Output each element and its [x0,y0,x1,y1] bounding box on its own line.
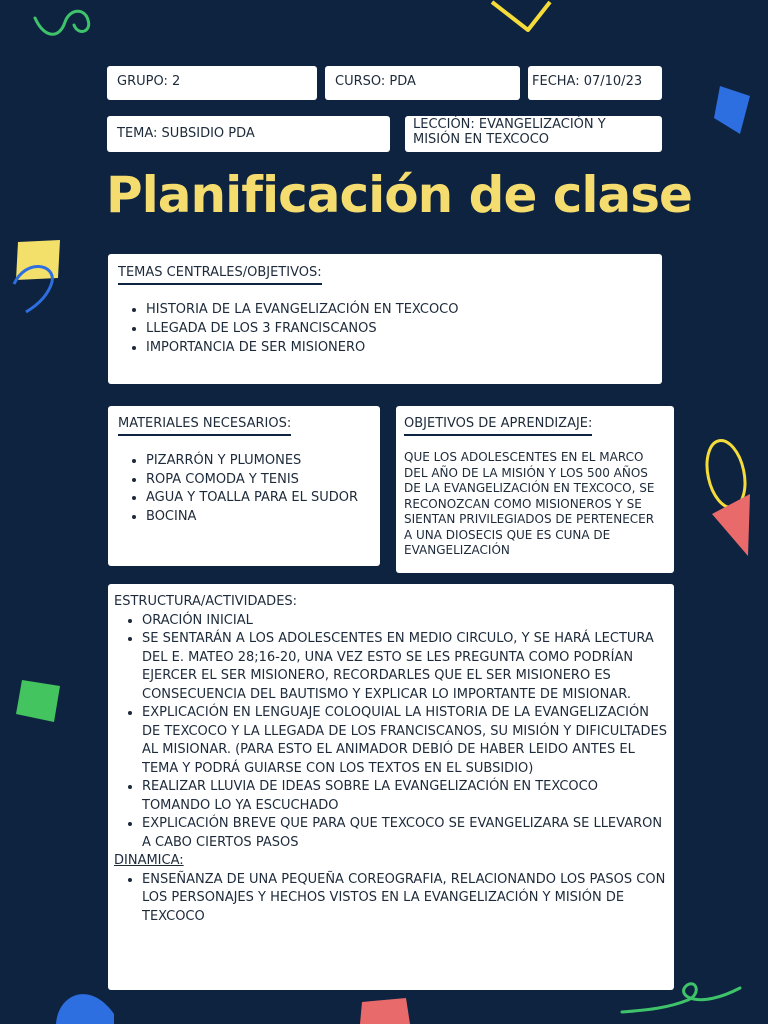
list-item: • IMPORTANCIA DE SER MISIONERO [146,338,652,357]
list-item: • AGUA Y TOALLA PARA EL SUDOR [146,489,370,508]
leccion-field [405,116,662,152]
list-item: • EXPLICACIÓN EN LENGUAJE COLOQUIAL LA HISTORIA DE LA EVANGELIZACIÓN DE TEXCOCO Y LA LLEGADA DE LOS FRANCISCANOS, SU MISIÓN Y DIFICULTADES AL MISIONAR. (PARA ESTO EL ANIMADOR DEBIÓ DE HABER LEIDO ANTES EL TEMA Y PODRÁ GUIARSE CON LOS TEXTOS EN EL SUBSIDIO) [142,704,668,778]
objetivos-heading: OBJETIVOS DE APRENDIZAJE: [404,416,592,436]
grupo-field [107,66,317,100]
tema-text: TEMA: SUBSIDIO PDA [117,126,255,141]
materiales-box [108,406,380,566]
list-item: • ENSEÑANZA DE UNA PEQUEÑA COREOGRAFIA, RELACIONANDO LOS PASOS CON LOS PERSONAJES Y HECHOS VISTOS EN LA EVANGELIZACIÓN Y MISIÓN DE TEXCOCO [142,871,668,927]
fecha-field [528,66,662,100]
yellow-ring-right-icon [700,436,760,566]
list-item: • EXPLICACIÓN BREVE QUE PARA QUE TEXCOCO SE EVANGELIZARA SE LLEVARON A CABO CIERTOS PASOS [142,815,668,852]
estructura-heading: ESTRUCTURA/ACTIVIDADES: [114,594,298,609]
estructura-box [108,584,674,990]
materiales-list [118,452,370,526]
list-item: • SE SENTARÁN A LOS ADOLESCENTES EN MEDIO CIRCULO, Y SE HARÁ LECTURA DEL E. MATEO 28;16-20, UNA VEZ ESTO SE LES PREGUNTA COMO PODRÍAN EJERCER EL SER MISIONERO, RECORDARLES QUE EL SER MISIONERO ES CONSECUENCIA DEL BAUTISMO Y EXPLICAR LO IMPORTANTE DE MISIONAR. [142,630,668,704]
tema-field [107,116,390,152]
list-item: • ROPA COMODA Y TENIS [146,471,370,490]
yellow-triangle-top-icon [488,0,558,36]
page-title: Planificación de clase [106,166,692,224]
list-item: • PIZARRÓN Y PLUMONES [146,452,370,471]
objetivos-box [396,406,674,573]
list-item: • HISTORIA DE LA EVANGELIZACIÓN EN TEXCOCO [146,300,652,319]
curso-text: CURSO: PDA [335,74,416,89]
temas-box [108,254,662,384]
dinamica-list [114,871,668,927]
list-item: • LLEGADA DE LOS 3 FRANCISCANOS [146,319,652,338]
list-item: • ORACIÓN INICIAL [142,612,668,631]
blue-shape-bottom-icon [50,984,120,1024]
yellow-blue-shape-left-icon [6,236,66,316]
red-shape-bottom-icon [356,994,416,1024]
blue-shape-right-icon [710,82,754,138]
list-item: • REALIZAR LLUVIA DE IDEAS SOBRE LA EVANGELIZACIÓN EN TEXCOCO TOMANDO LO YA ESCUCHADO [142,778,668,815]
materiales-heading: MATERIALES NECESARIOS: [118,416,291,436]
list-item: • BOCINA [146,508,370,527]
fecha-text: FECHA: 07/10/23 [532,74,643,89]
leccion-text: LECCIÓN: EVANGELIZACIÓN Y MISIÓN EN TEXCOCO [413,117,606,147]
temas-list [118,300,652,357]
objetivos-text: QUE LOS ADOLESCENTES EN EL MARCO DEL AÑO DE LA MISIÓN Y LOS 500 AÑOS DE LA EVANGELIZACIÓN EN TEXCOCO, SE RECONOZCAN COMO MISIONEROS Y SE SIENTAN PRIVILEGIADOS DE PERTENECER A UNA DIOSECIS QUE ES CUNA DE EVANGELIZACIÓN [404,450,655,557]
grupo-text: GRUPO: 2 [117,74,181,89]
curso-field [325,66,520,100]
green-squiggle-top-icon [30,0,100,45]
temas-heading: TEMAS CENTRALES/OBJETIVOS: [118,265,322,285]
green-square-left-icon [12,674,64,726]
dinamica-heading: DINAMICA: [114,853,184,868]
estructura-list [114,612,668,853]
